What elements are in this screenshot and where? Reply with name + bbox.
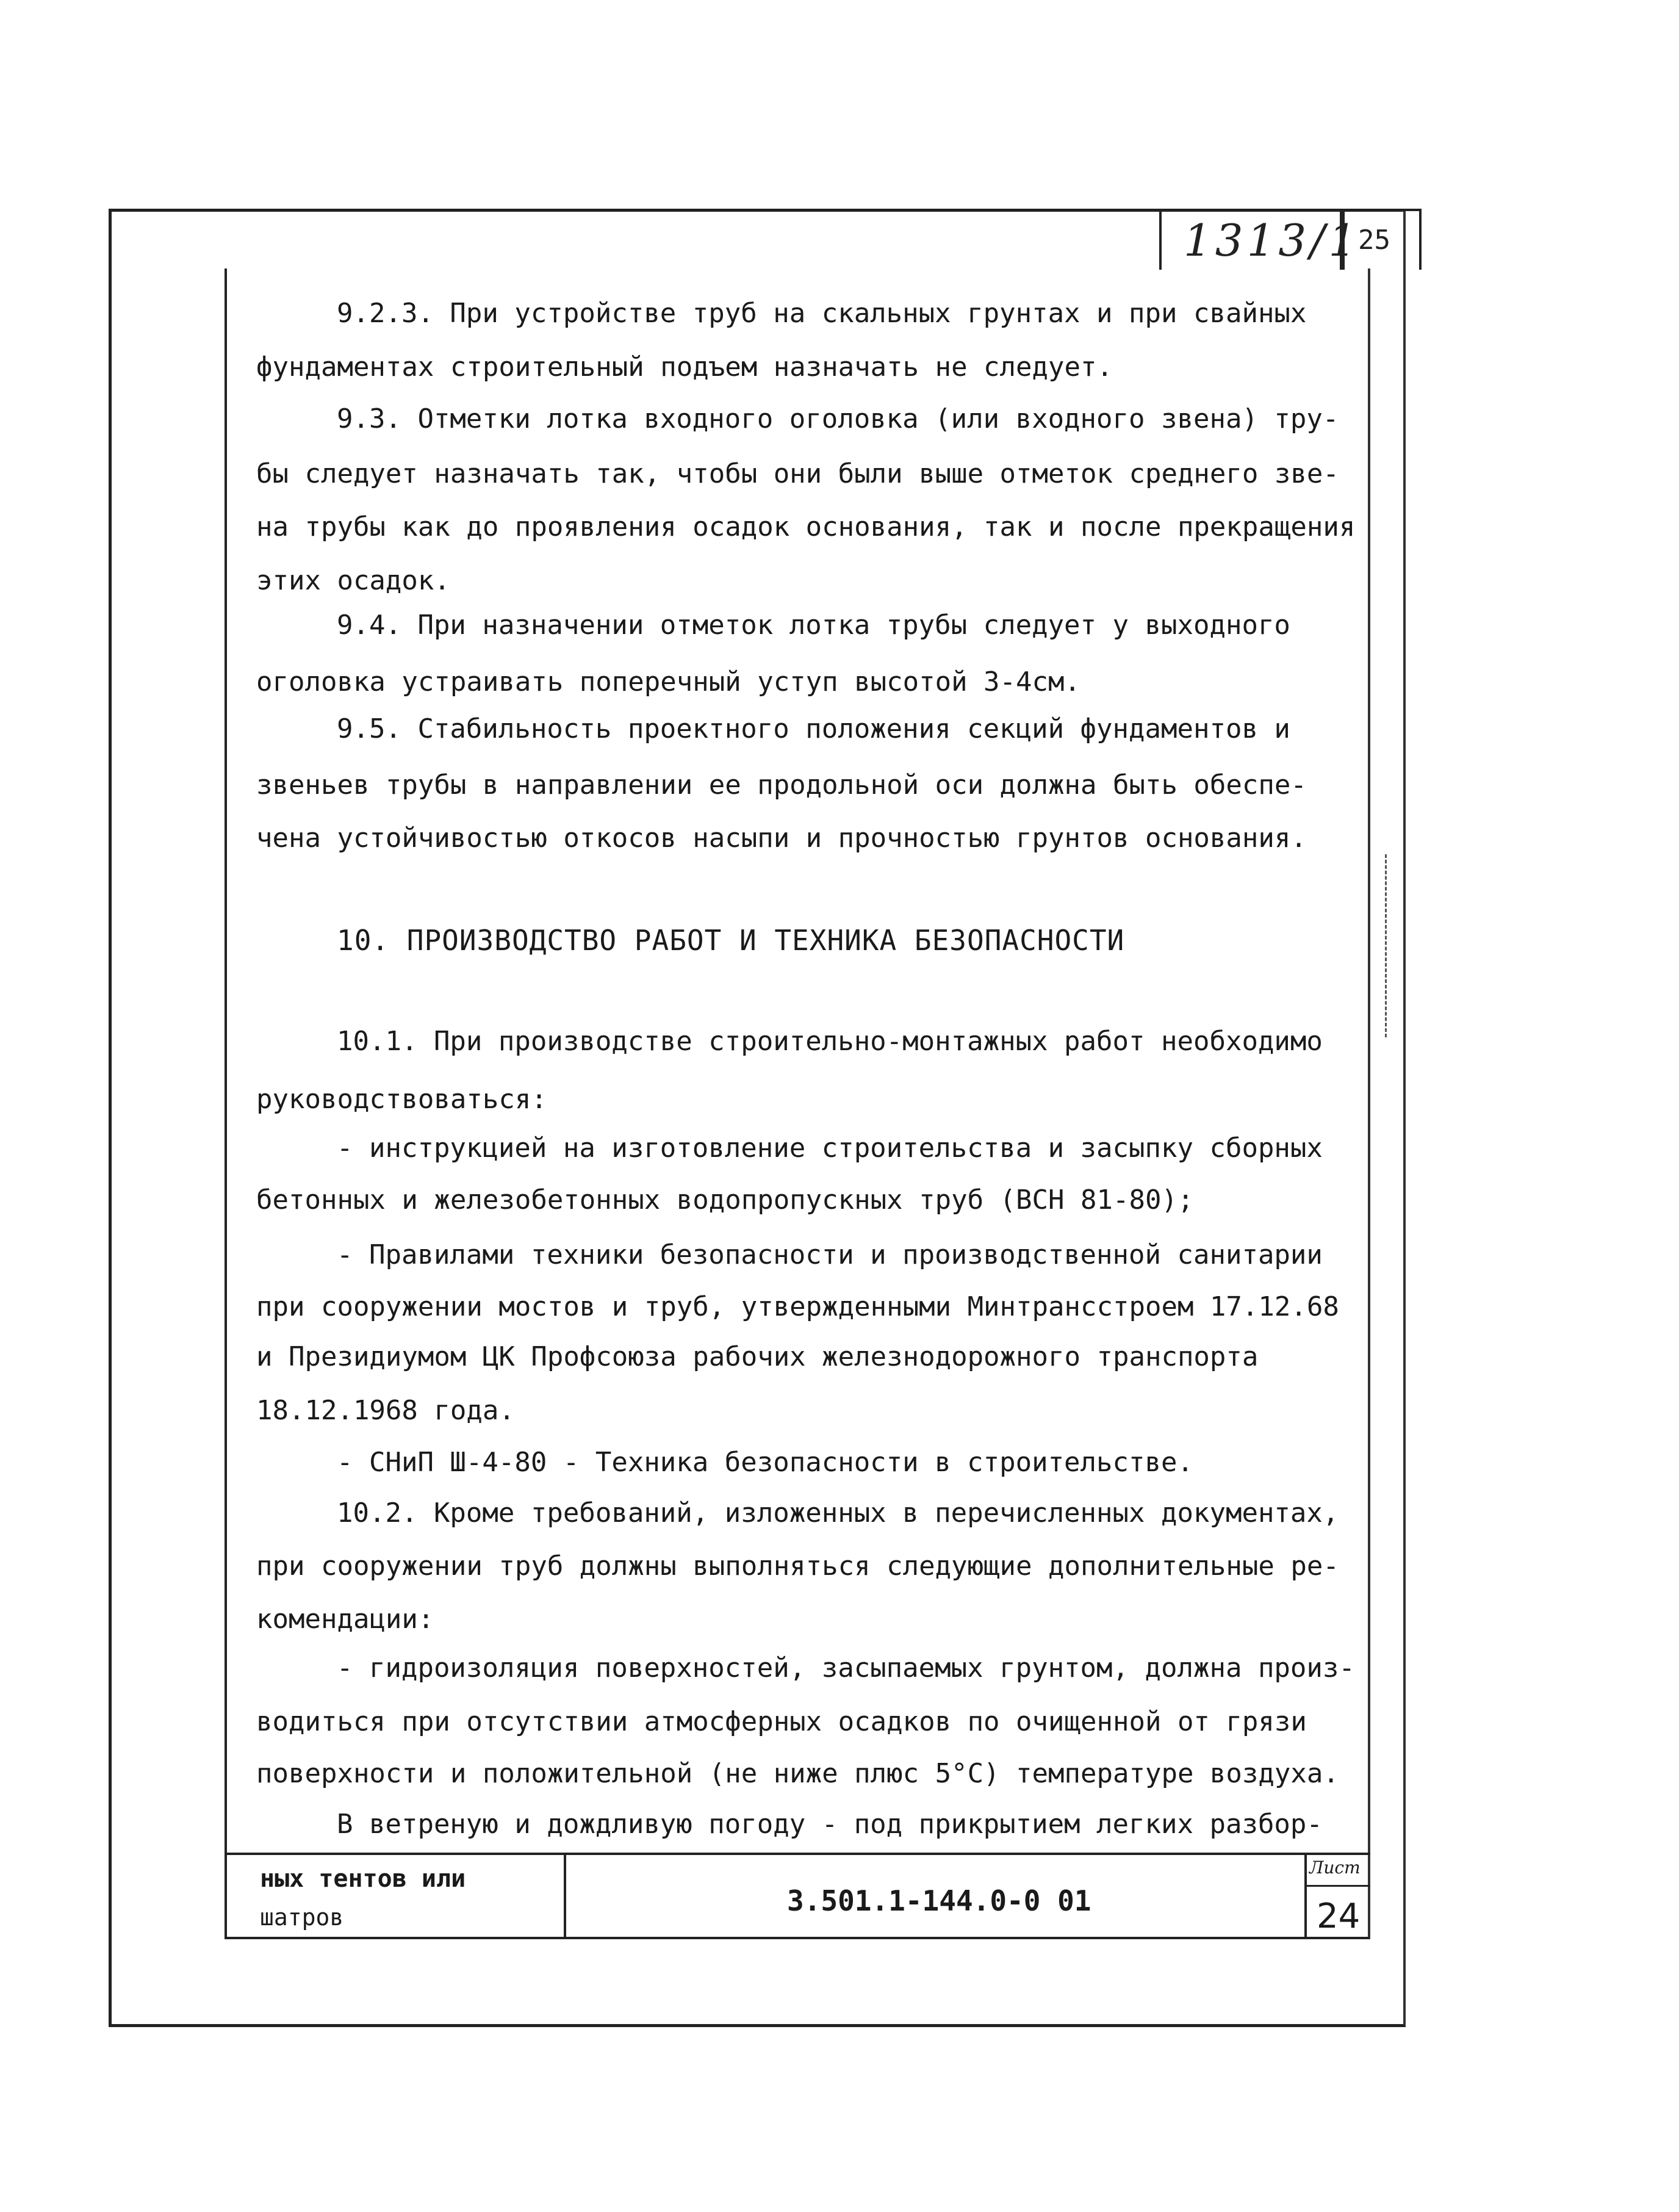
body-line: бы следует назначать так, чтобы они были выше отметок среднего зве- (256, 458, 1339, 489)
sheet-number: 24 (1317, 1897, 1361, 1936)
document-code: 3.501.1-144.0-0 01 (787, 1884, 1091, 1917)
body-line: этих осадок. (256, 565, 450, 596)
body-line: поверхности и положительной (не ниже плюс 5°С) температуре воздуха. (256, 1758, 1339, 1789)
body-line: 10.2. Кроме требований, изложенных в перечисленных документах, (337, 1497, 1339, 1529)
body-line: и Президиумом ЦК Профсоюза рабочих железнодорожного транспорта (256, 1341, 1259, 1372)
body-line: фундаментах строительный подъем назначать не следует. (256, 351, 1113, 383)
body-line: при сооружении труб должны выполняться следующие дополнительные ре- (256, 1551, 1339, 1582)
body-line: 18.12.1968 года. (256, 1395, 515, 1426)
body-line: чена устойчивостью откосов насыпи и прочностью грунтов основания. (256, 823, 1307, 854)
body-line: на трубы как до проявления осадок основания, так и после прекращения (256, 511, 1356, 542)
body-line: 10.1. При производстве строительно-монтажных работ необходимо (337, 1026, 1323, 1057)
body-line: 9.5. Стабильность проектного положения секций фундаментов и (337, 713, 1290, 744)
list-item: - СНиП Ш-4-80 - Техника безопасности в строительстве. (337, 1447, 1193, 1478)
body-line: руководствоваться: (256, 1084, 547, 1115)
list-item: - инструкцией на изготовление строительства и засыпку сборных (337, 1133, 1323, 1164)
title-block-divider (564, 1853, 566, 1939)
body-line: оголовка устраивать поперечный уступ высотой 3-4см. (256, 666, 1081, 697)
body-line: В ветреную и дождливую погоду - под прикрытием легких разбор- (337, 1809, 1323, 1840)
body-line: 9.2.3. При устройстве труб на скальных грунтах и при свайных (337, 298, 1307, 329)
sheet-label: Лист (1309, 1857, 1361, 1878)
list-item: - Правилами техники безопасности и производственной санитарии (337, 1239, 1323, 1270)
body-line: 9.3. Отметки лотка входного оголовка (или входного звена) тру- (337, 403, 1339, 434)
body-line: водиться при отсутствии атмосферных осадков по очищенной от грязи (256, 1706, 1307, 1737)
body-line: 9.4. При назначении отметок лотка трубы следует у выходного (337, 610, 1290, 641)
section-heading: 10. ПРОИЗВОДСТВО РАБОТ И ТЕХНИКА БЕЗОПАСНОСТИ (337, 924, 1125, 957)
sheet-code: 1313/1 (1184, 215, 1361, 266)
body-line: бетонных и железобетонных водопропускных труб (ВСН 81-80); (256, 1184, 1194, 1216)
margin-marks (1385, 854, 1389, 1037)
top-page-number: 25 (1358, 225, 1390, 256)
continuation-line: шатров (260, 1904, 344, 1931)
body-line: комендации: (256, 1604, 434, 1635)
list-item: - гидроизоляция поверхностей, засыпаемых грунтом, должна произ- (337, 1652, 1355, 1684)
body-line: при сооружении мостов и труб, утвержденными Минтрансстроем 17.12.68 (256, 1291, 1339, 1322)
body-line: звеньев трубы в направлении ее продольной оси должна быть обеспе- (256, 769, 1307, 801)
continuation-line: ных тентов или (260, 1865, 466, 1893)
